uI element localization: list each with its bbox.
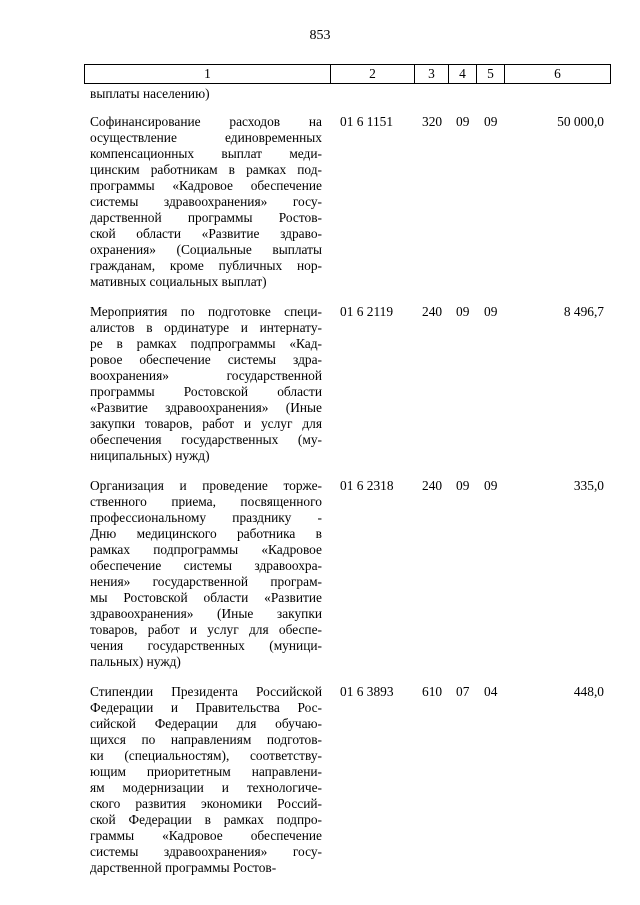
table-header — [84, 64, 611, 84]
header-col-2: 2 — [331, 65, 415, 84]
row-col-5: 09 — [484, 304, 498, 319]
row-col-4: 09 — [456, 478, 470, 493]
description-line: мативных социальных выплат) — [90, 274, 267, 289]
row-description — [90, 114, 322, 290]
table-row — [0, 114, 640, 290]
description-line: компенсационных выплат меди- — [90, 146, 322, 161]
description-line: ской области «Развитие здраво- — [90, 226, 322, 241]
row-code: 01 6 2318 — [340, 478, 394, 493]
description-line: здравоохранения» (Иные закупки — [90, 606, 322, 621]
description-line: «Развитие здравоохранения» (Иные — [90, 400, 322, 415]
table-row — [0, 304, 640, 464]
table-body — [0, 86, 640, 890]
description-line: сийской Федерации для обучаю- — [90, 716, 322, 731]
description-line: ского развития экономики Россий- — [90, 796, 322, 811]
table-row — [0, 478, 640, 670]
description-line: охранения» (Социальные выплаты — [90, 242, 322, 257]
row-col-3: 320 — [422, 114, 443, 129]
row-col-4: 09 — [456, 114, 470, 129]
description-line: обеспечение системы здравоохра- — [90, 558, 322, 573]
row-code: 01 6 1151 — [340, 114, 394, 129]
description-line: нения» государственной програм- — [90, 574, 322, 589]
row-description — [90, 304, 322, 464]
table-row — [0, 684, 640, 876]
description-line: пальных) нужд) — [90, 654, 181, 669]
row-code: 01 6 2119 — [340, 304, 394, 319]
row-col-4: 09 — [456, 304, 470, 319]
description-line: гражданам, кроме публичных нор- — [90, 258, 322, 273]
description-line: профессиональному празднику - — [90, 510, 322, 525]
description-line: Федерации и Правительства Рос- — [90, 700, 322, 715]
description-line: дарственной программы Ростов- — [90, 860, 277, 875]
description-line: дарственной программы Ростов- — [90, 210, 322, 225]
description-line: Дню медицинского работника в — [90, 526, 322, 541]
description-line: Мероприятия по подготовке специ- — [90, 304, 322, 319]
row-col-3: 240 — [422, 478, 443, 493]
description-line: ровое обеспечение системы здра- — [90, 352, 322, 367]
row-amount: 448,0 — [573, 684, 604, 699]
description-line: алистов в ординатуре и интернату- — [90, 320, 322, 335]
description-line: ственного приема, посвященного — [90, 494, 322, 509]
row-col-5: 09 — [484, 114, 498, 129]
description-line: ям модернизации и технологиче- — [90, 780, 322, 795]
description-line: Стипендии Президента Российской — [90, 684, 322, 699]
description-line: мы Ростовской области «Развитие — [90, 590, 322, 605]
description-line: системы здравоохранения» госу- — [90, 844, 322, 859]
description-line: ре в рамках подпрограммы «Кад- — [90, 336, 322, 351]
description-line: программы «Кадровое обеспечение — [90, 178, 322, 193]
row-code: 01 6 3893 — [340, 684, 394, 699]
description-line: ниципальных) нужд) — [90, 448, 210, 463]
continuation-text: выплаты населению) — [90, 86, 210, 101]
header-col-5: 5 — [477, 65, 505, 84]
description-line: чения государственных (муници- — [90, 638, 322, 653]
row-col-5: 04 — [484, 684, 498, 699]
row-amount: 8 496,7 — [563, 304, 604, 319]
row-amount: 50 000,0 — [557, 114, 604, 129]
description-line: ки (специальностям), соответству- — [90, 748, 322, 763]
description-line: закупки товаров, работ и услуг для — [90, 416, 322, 431]
row-col-3: 610 — [422, 684, 443, 699]
row-col-4: 07 — [456, 684, 470, 699]
row-amount: 335,0 — [573, 478, 604, 493]
continuation-row — [0, 86, 640, 102]
description-line: программы Ростовской области — [90, 384, 322, 399]
header-col-3: 3 — [415, 65, 449, 84]
description-line: цинским работникам в рамках под- — [90, 162, 322, 177]
page-number: 853 — [309, 28, 331, 43]
description-line: воохранения» государственной — [90, 368, 322, 383]
description-line: граммы «Кадровое обеспечение — [90, 828, 322, 843]
description-line: товаров, работ и услуг для обеспе- — [90, 622, 322, 637]
row-col-5: 09 — [484, 478, 498, 493]
description-line: ской Федерации в рамках подпро- — [90, 812, 322, 827]
description-line: обеспечения государственных (му- — [90, 432, 322, 447]
description-line: рамках подпрограммы «Кадровое — [90, 542, 322, 557]
description-line: щихся по направлениям подготов- — [90, 732, 322, 747]
row-col-3: 240 — [422, 304, 443, 319]
header-col-6: 6 — [505, 65, 611, 84]
row-description — [90, 684, 322, 876]
description-line: ющим приоритетным направлени- — [90, 764, 322, 779]
description-line: Организация и проведение торже- — [90, 478, 322, 493]
header-col-1: 1 — [85, 65, 331, 84]
description-line: Софинансирование расходов на — [90, 114, 322, 129]
description-line: системы здравоохранения» госу- — [90, 194, 322, 209]
row-description — [90, 478, 322, 670]
header-col-4: 4 — [449, 65, 477, 84]
description-line: осуществление единовременных — [90, 130, 322, 145]
